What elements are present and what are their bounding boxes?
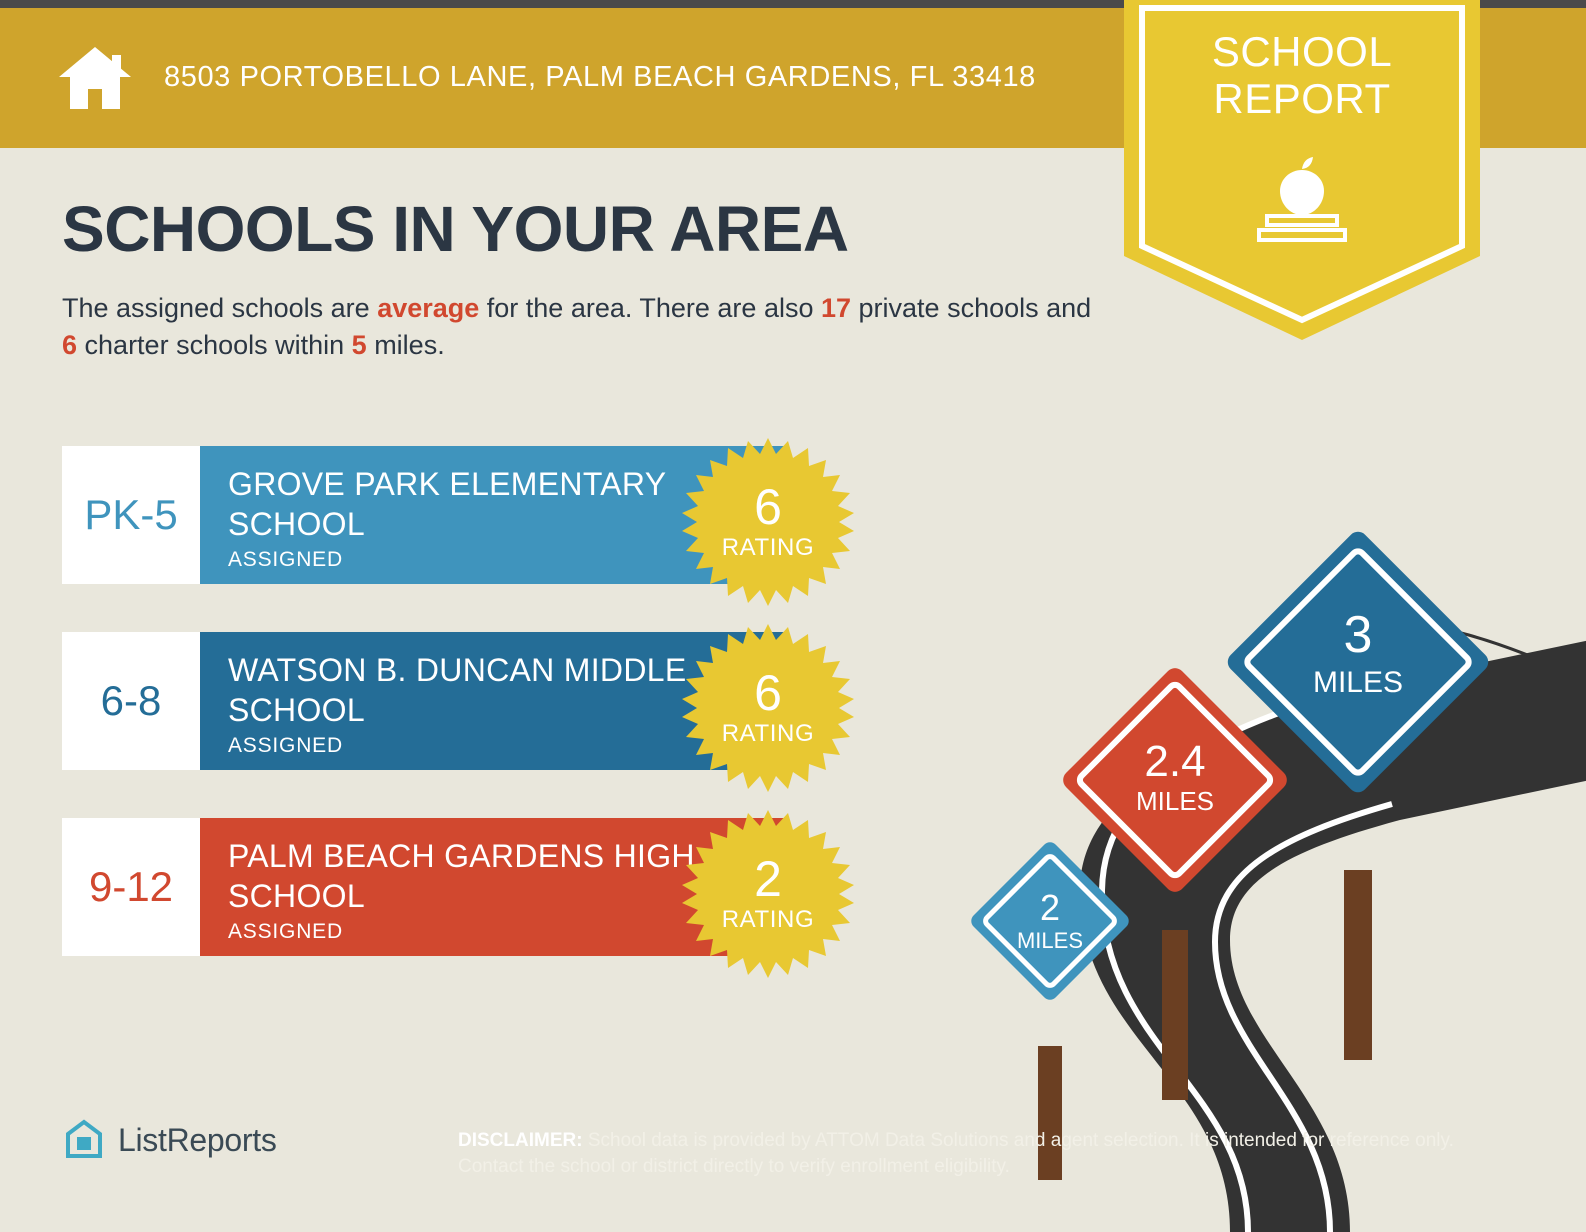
distance-value-3: 3 [1343,606,1373,664]
rating-word: RATING [721,720,815,747]
intro-highlight-average: average [377,293,480,323]
distance-value-2-4: 2.4 [1144,737,1206,786]
rating-word: RATING [721,534,815,561]
grade-range-box: PK-5 [62,446,200,584]
listreports-logo[interactable] [62,1118,277,1162]
school-report-badge [1124,0,1480,340]
rating-value: 6 [754,665,782,721]
school-status: ASSIGNED [228,548,343,571]
rating-value: 2 [754,851,782,907]
listreports-logo-icon [62,1118,106,1162]
badge-line-2: REPORT [1213,75,1391,123]
intro-highlight-private-count: 17 [820,293,852,323]
grade-range-box: 6-8 [62,632,200,770]
page-title: SCHOOLS IN YOUR AREA [62,193,849,265]
intro-highlight-radius: 5 [351,330,367,361]
distance-unit-2-4: MILES [1135,786,1215,816]
grade-range-box: 9-12 [62,818,200,956]
school-row[interactable] [62,632,862,770]
intro-part-3: private schools and [851,293,1092,323]
rating-label-group [682,436,854,608]
rating-label-group [682,808,854,980]
disclaimer [458,1128,1498,1179]
rating-value: 6 [754,479,782,535]
school-name: PALM BEACH GARDENS HIGH SCHOOL [228,838,695,914]
intro-text [62,290,1102,365]
badge-line-1: SCHOOL [1211,28,1393,75]
intro-part-5: miles. [366,330,445,361]
school-list [62,446,862,1004]
school-row[interactable] [62,446,862,584]
school-row[interactable] [62,818,862,956]
school-name: GROVE PARK ELEMENTARY SCHOOL [228,466,666,542]
rating-badge [682,622,854,794]
distance-unit-2: MILES [1016,928,1084,953]
intro-part-2: for the area. There are also [479,293,821,323]
school-status: ASSIGNED [228,734,343,757]
rating-word: RATING [721,906,815,933]
intro-highlight-charter-count: 6 [62,330,78,361]
distance-unit-3: MILES [1312,666,1404,699]
intro-part-1: The assigned schools are [62,293,378,323]
rating-label-group [682,622,854,794]
listreports-logo-text: ListReports [118,1121,277,1158]
sign-post-3 [1344,870,1372,1060]
school-status: ASSIGNED [228,920,343,943]
sign-post-2-4 [1162,930,1188,1100]
home-icon [56,43,134,113]
disclaimer-text: School data is provided by ATTOM Data Solutions and agent selection. It is intended for reference only. Contact the school or district directly to verify enrollment eligibility. [458,1130,1454,1177]
badge-title [1124,28,1480,122]
school-name: WATSON B. DUNCAN MIDDLE SCHOOL [228,652,687,728]
intro-part-4: charter schools within [77,330,352,361]
rating-badge [682,436,854,608]
road-illustration [930,480,1586,1232]
rating-badge [682,808,854,980]
property-address: 8503 PORTOBELLO LANE, PALM BEACH GARDENS, FL 33418 [164,61,1036,94]
disclaimer-label: DISCLAIMER: [458,1130,583,1151]
apple-on-books-icon [1124,152,1480,244]
distance-value-2: 2 [1039,887,1061,928]
